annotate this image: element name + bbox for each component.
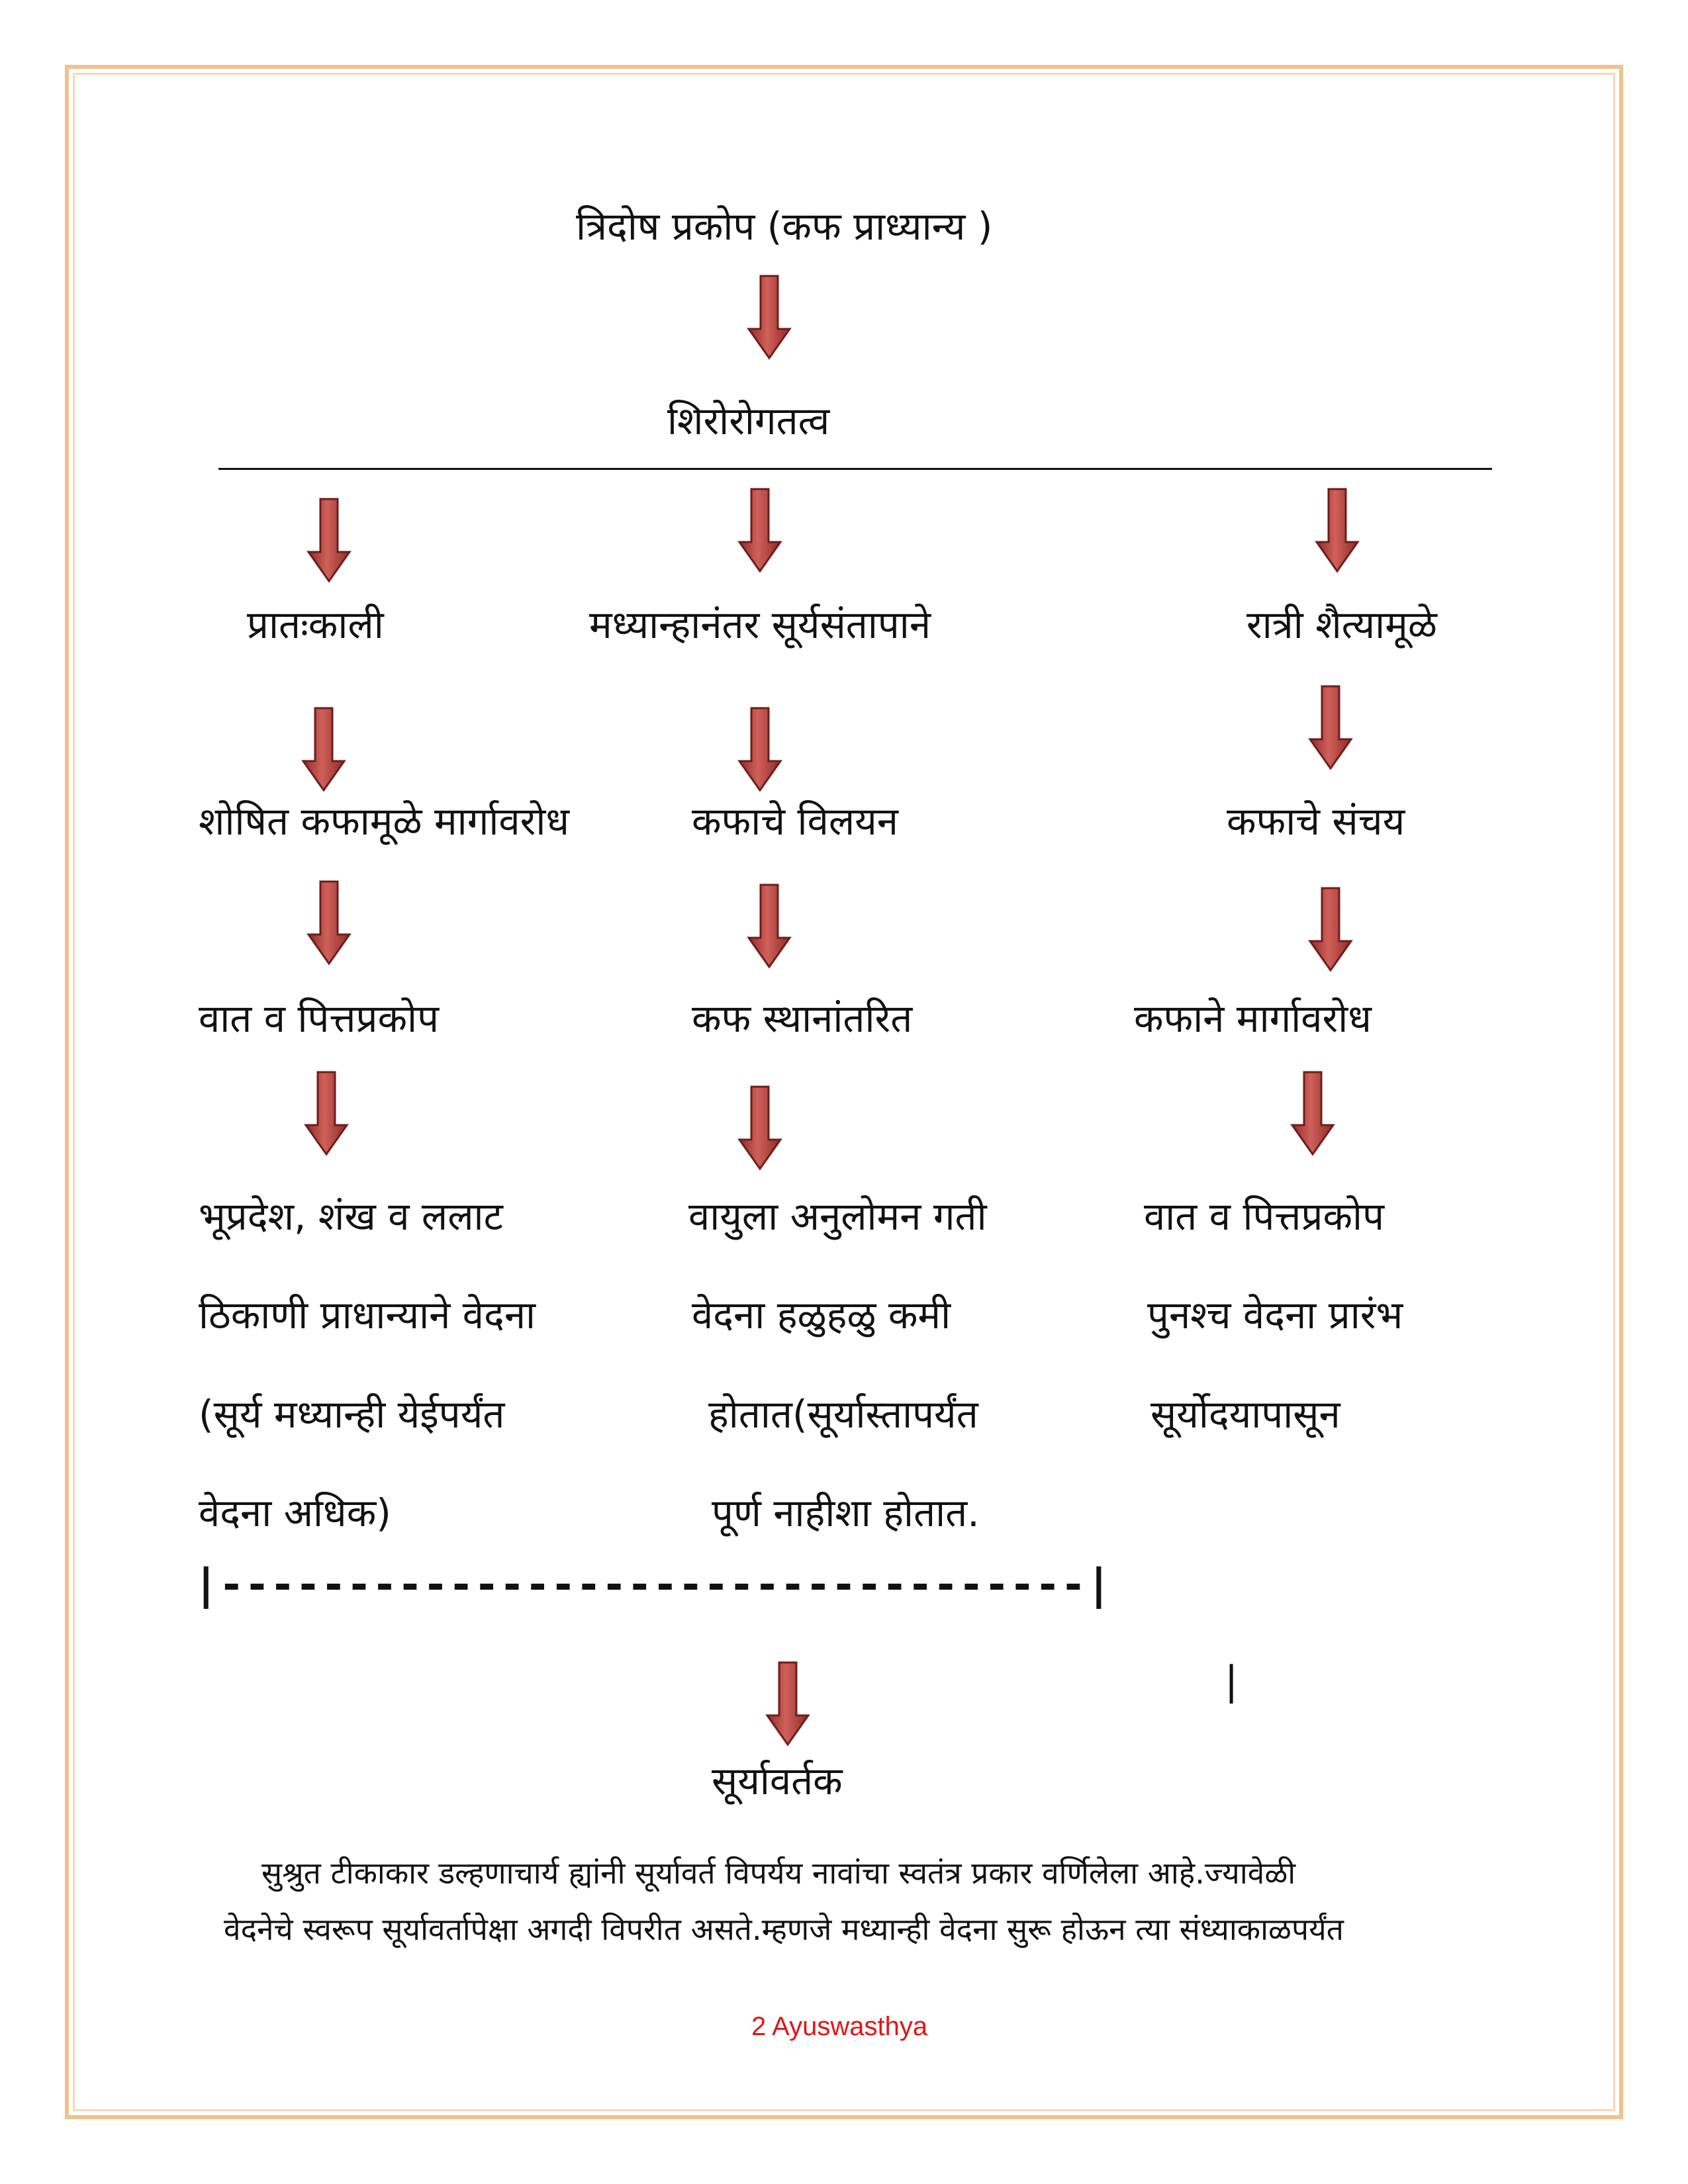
paragraph-line2: वेदनेचे स्वरूप सूर्यावर्तापेक्षा अगदी विपरीत असते.म्हणजे मध्यान्ही वेदना सुरू होऊन त्या संध्याकाळपर्यंत	[224, 1911, 1344, 1947]
col1-step3-line2: ठिकाणी प्राधान्याने वेदना	[199, 1293, 536, 1338]
col3-step3-line2: पुनश्च वेदना प्रारंभ	[1147, 1293, 1403, 1338]
dashed-connector: |----------------------------------|	[193, 1561, 1112, 1610]
down-arrow-icon	[737, 707, 783, 793]
col2-step3-line2: वेदना हळुहळु कमी	[692, 1293, 951, 1338]
down-arrow-icon	[301, 707, 347, 793]
root-node: त्रिदोष प्रकोप (कफ प्राध्यान्य )	[576, 204, 993, 249]
col3-step1: कफाचे संचय	[1227, 799, 1405, 844]
result-node: सूर्यावर्तक	[712, 1758, 843, 1803]
col1-step1: शोषित कफामूळे मार्गावरोध	[199, 799, 570, 844]
col2-head: मध्यान्हानंतर सूर्यसंतापाने	[589, 602, 931, 647]
col3-step2: कफाने मार्गावरोध	[1134, 996, 1372, 1041]
col2-step2: कफ स्थानांतरित	[692, 996, 913, 1041]
col1-head: प्रातःकाली	[247, 602, 384, 647]
page-footer: 2 Ayuswasthya	[751, 2012, 928, 2041]
down-arrow-icon	[737, 488, 783, 574]
level1-node: शिरोरोगतत्व	[667, 398, 830, 443]
col1-step2: वात व पित्तप्रकोप	[199, 996, 440, 1041]
down-arrow-icon	[737, 1085, 783, 1171]
down-arrow-icon	[306, 880, 352, 966]
paragraph-line1: सुश्रुत टीकाकार डल्हणाचार्य ह्यांनी सूर्यावर्त विपर्यय नावांचा स्वतंत्र प्रकार वर्णिलेला आहे.ज्यावेळी	[261, 1855, 1296, 1891]
col2-step3-line3: होतात(सूर्यास्तापर्यंत	[708, 1392, 978, 1437]
col2-step3-line1: वायुला अनुलोमन गती	[688, 1194, 987, 1239]
down-arrow-icon	[746, 275, 792, 361]
down-arrow-icon	[303, 1071, 350, 1157]
col3-step3-line3: सूर्योदयापासून	[1150, 1392, 1340, 1437]
small-bar: |	[1225, 1658, 1239, 1704]
col1-step3-line4: वेदना अधिक)	[199, 1490, 391, 1535]
col1-step3-line1: भूप्रदेश, शंख व ललाट	[199, 1194, 503, 1239]
col3-step3-line1: वात व पित्तप्रकोप	[1144, 1194, 1385, 1239]
down-arrow-icon	[1314, 488, 1360, 574]
col2-step1: कफाचे विलयन	[692, 799, 898, 844]
down-arrow-icon	[746, 884, 792, 970]
col2-step3-line4: पूर्ण नाहीशा होतात.	[712, 1490, 980, 1535]
down-arrow-icon	[1307, 887, 1354, 973]
col3-head: रात्री शैत्यामूळे	[1246, 602, 1437, 647]
branch-line	[218, 468, 1492, 470]
down-arrow-icon	[306, 498, 352, 584]
col1-step3-line3: (सूर्य मध्यान्ही येईपर्यंत	[199, 1392, 505, 1437]
down-arrow-icon	[765, 1661, 811, 1747]
down-arrow-icon	[1289, 1071, 1336, 1157]
down-arrow-icon	[1307, 685, 1354, 771]
